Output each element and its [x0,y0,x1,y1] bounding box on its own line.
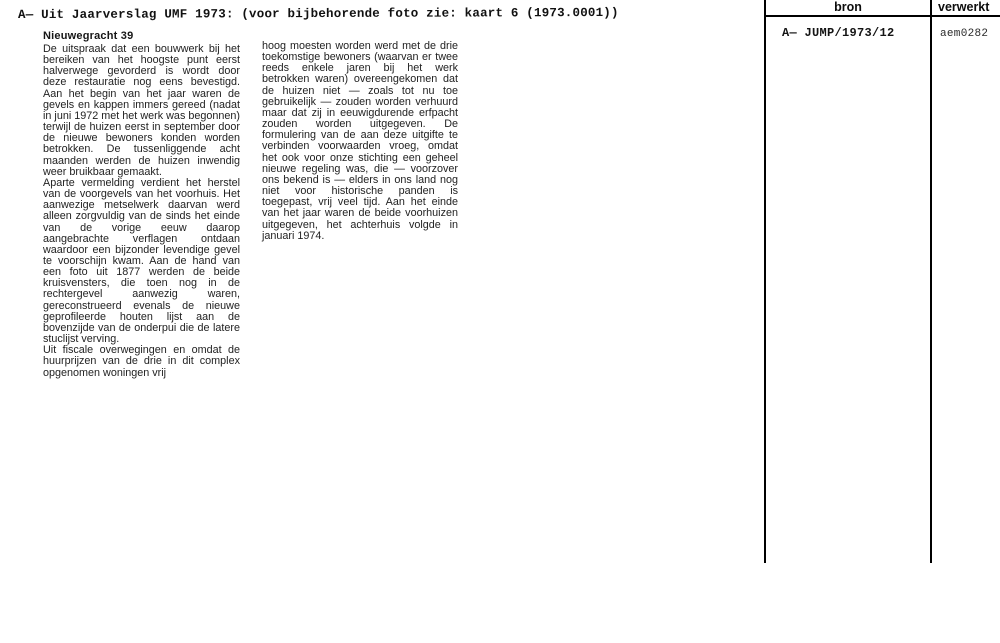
article-column-2 [262,41,458,242]
article-paragraph-1: De uitspraak dat een bouwwerk bij het bereiken van het hoogste punt eerst halverwege gevorderd is wordt door deze restauratie nog eens bevestigd. Aan het begin van het jaar waren de gevels en kappen immers gereed (nadat in juni 1972 met het werk was begonnen) terwijl de huizen eerst in september door de nieuwe bewoners konden worden betrokken. De tussenliggende acht maanden werden de huizen inwendig weer bruikbaar gemaakt. [43,43,240,178]
table-cell-bron: A— JUMP/1973/12 [782,26,895,40]
article-paragraph-3: Uit fiscale overwegingen en omdat de huurprijzen van de drie in dit complex opgenomen woningen vrij [43,344,240,379]
table-column-divider-rule [930,0,932,563]
document-title: A— Uit Jaarverslag UMF 1973: (voor bijbehorende foto zie: kaart 6 (1973.0001)) [17,5,619,23]
article-heading: Nieuwegracht 39 [43,30,134,42]
article-paragraph-4: hoog moesten worden werd met de drie toekomstige bewoners (waarvan er twee reeds enkele jaren bij het werk betrokken waren) overeengekomen dat de huizen niet — zoals tot nu toe gebruikelijk — zouden worden verhuurd maar dat zij in eeuwigdurende erfpacht zouden worden uitgegeven. De formulering van de aan deze uitgifte te verbinden voorwaarden vroeg, omdat het ook voor onze stichting een geheel nieuwe regeling was, die — voorzover ons bekend is — elders in ons land nog niet voor historische panden is toegepast, vrij veel tijd. Aan het einde van het jaar waren de beide voorhuizen uitgegeven, het achterhuis volgde in januari 1974. [262,40,458,242]
table-header-verwerkt: verwerkt [938,0,990,14]
table-left-rule [764,0,766,563]
table-header-rule [764,15,1000,17]
table-cell-verwerkt: aem0282 [940,28,989,40]
article-column-1 [43,30,240,379]
table-header-bron: bron [834,0,862,14]
article-paragraph-2: Aparte vermelding verdient het herstel van de voorgevels van het voorhuis. Het aanwezige metselwerk daarvan werd alleen zorgvuldig van de sinds het einde van de vorige eeuw daarop aangebrachte verflagen ontdaan waardoor een bijzonder levendige gevel te voorschijn kwam. Aan de hand van een foto uit 1877 werden de beide kruisvensters, die toen nog in de rechtergevel aanwezig waren, gereconstrueerd evenals de nieuwe geprofileerde houten lijst aan de bovenzijde van de onderpui die de latere stuclijst verving. [43,176,240,346]
